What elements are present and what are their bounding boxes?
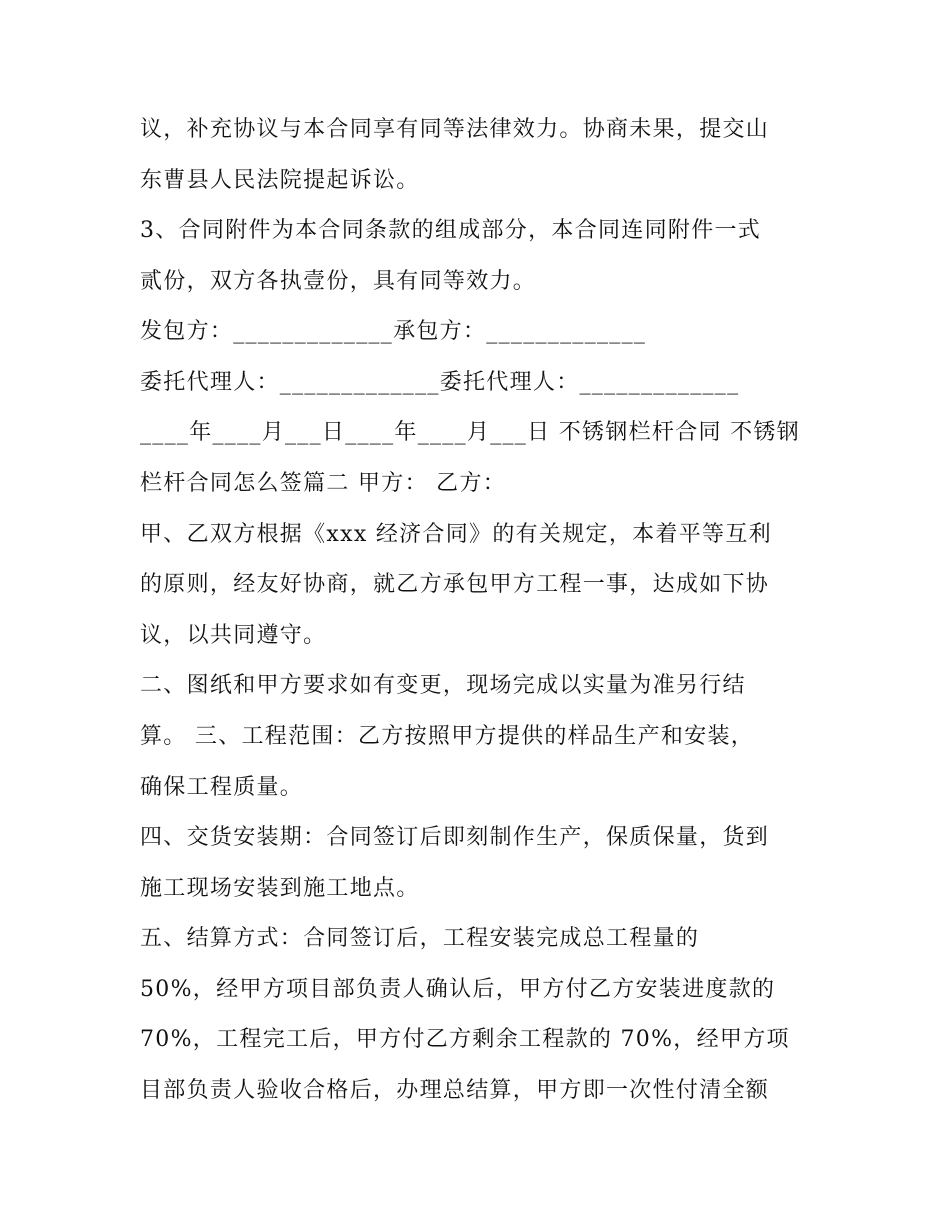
text-line-2: 东曹县人民法院提起诉讼。 [140, 168, 420, 193]
text-line-5: 发包方：_____________承包方：_____________ [140, 319, 647, 344]
text-line-20: 目部负责人验收合格后，办理总结算，甲方即一次性付清全额 [140, 1078, 770, 1103]
text-line-12: 二、图纸和甲方要求如有变更，现场完成以实量为准另行结 [140, 673, 746, 698]
text-line-16: 施工现场安装到施工地点。 [140, 876, 420, 901]
text-line-4: 贰份，双方各执壹份，具有同等效力。 [140, 269, 537, 294]
text-line-13: 算。 三、工程范围：乙方按照甲方提供的样品生产和安装， [140, 724, 755, 749]
text-line-9: 甲、乙双方根据《xxx 经济合同》的有关规定，本着平等互利 [140, 522, 772, 547]
text-line-19: 70%，工程完工后，甲方付乙方剩余工程款的 70%，经甲方项 [140, 1027, 790, 1052]
text-line-8: 栏杆合同怎么签篇二 甲方： 乙方： [140, 471, 507, 496]
text-line-7: ____年____月___日____年____月___日 不锈钢栏杆合同 不锈钢 [140, 420, 800, 445]
text-line-10: 的原则，经友好协商，就乙方承包甲方工程一事，达成如下协 [140, 572, 770, 597]
text-line-15: 四、交货安装期：合同签订后即刻制作生产，保质保量，货到 [140, 825, 770, 850]
text-line-11: 议，以共同遵守。 [140, 623, 327, 648]
text-line-14: 确保工程质量。 [140, 775, 304, 800]
text-line-17: 五、结算方式：合同签订后，工程安装完成总工程量的 [140, 926, 700, 951]
text-line-6: 委托代理人：_____________委托代理人：_____________ [140, 370, 740, 395]
text-line-18: 50%，经甲方项目部负责人确认后，甲方付乙方安装进度款的 [140, 977, 776, 1002]
text-line-1: 议，补充协议与本合同享有同等法律效力。协商未果，提交山 [140, 117, 770, 142]
text-line-3: 3、合同附件为本合同条款的组成部分，本合同连同附件一式 [140, 218, 762, 243]
